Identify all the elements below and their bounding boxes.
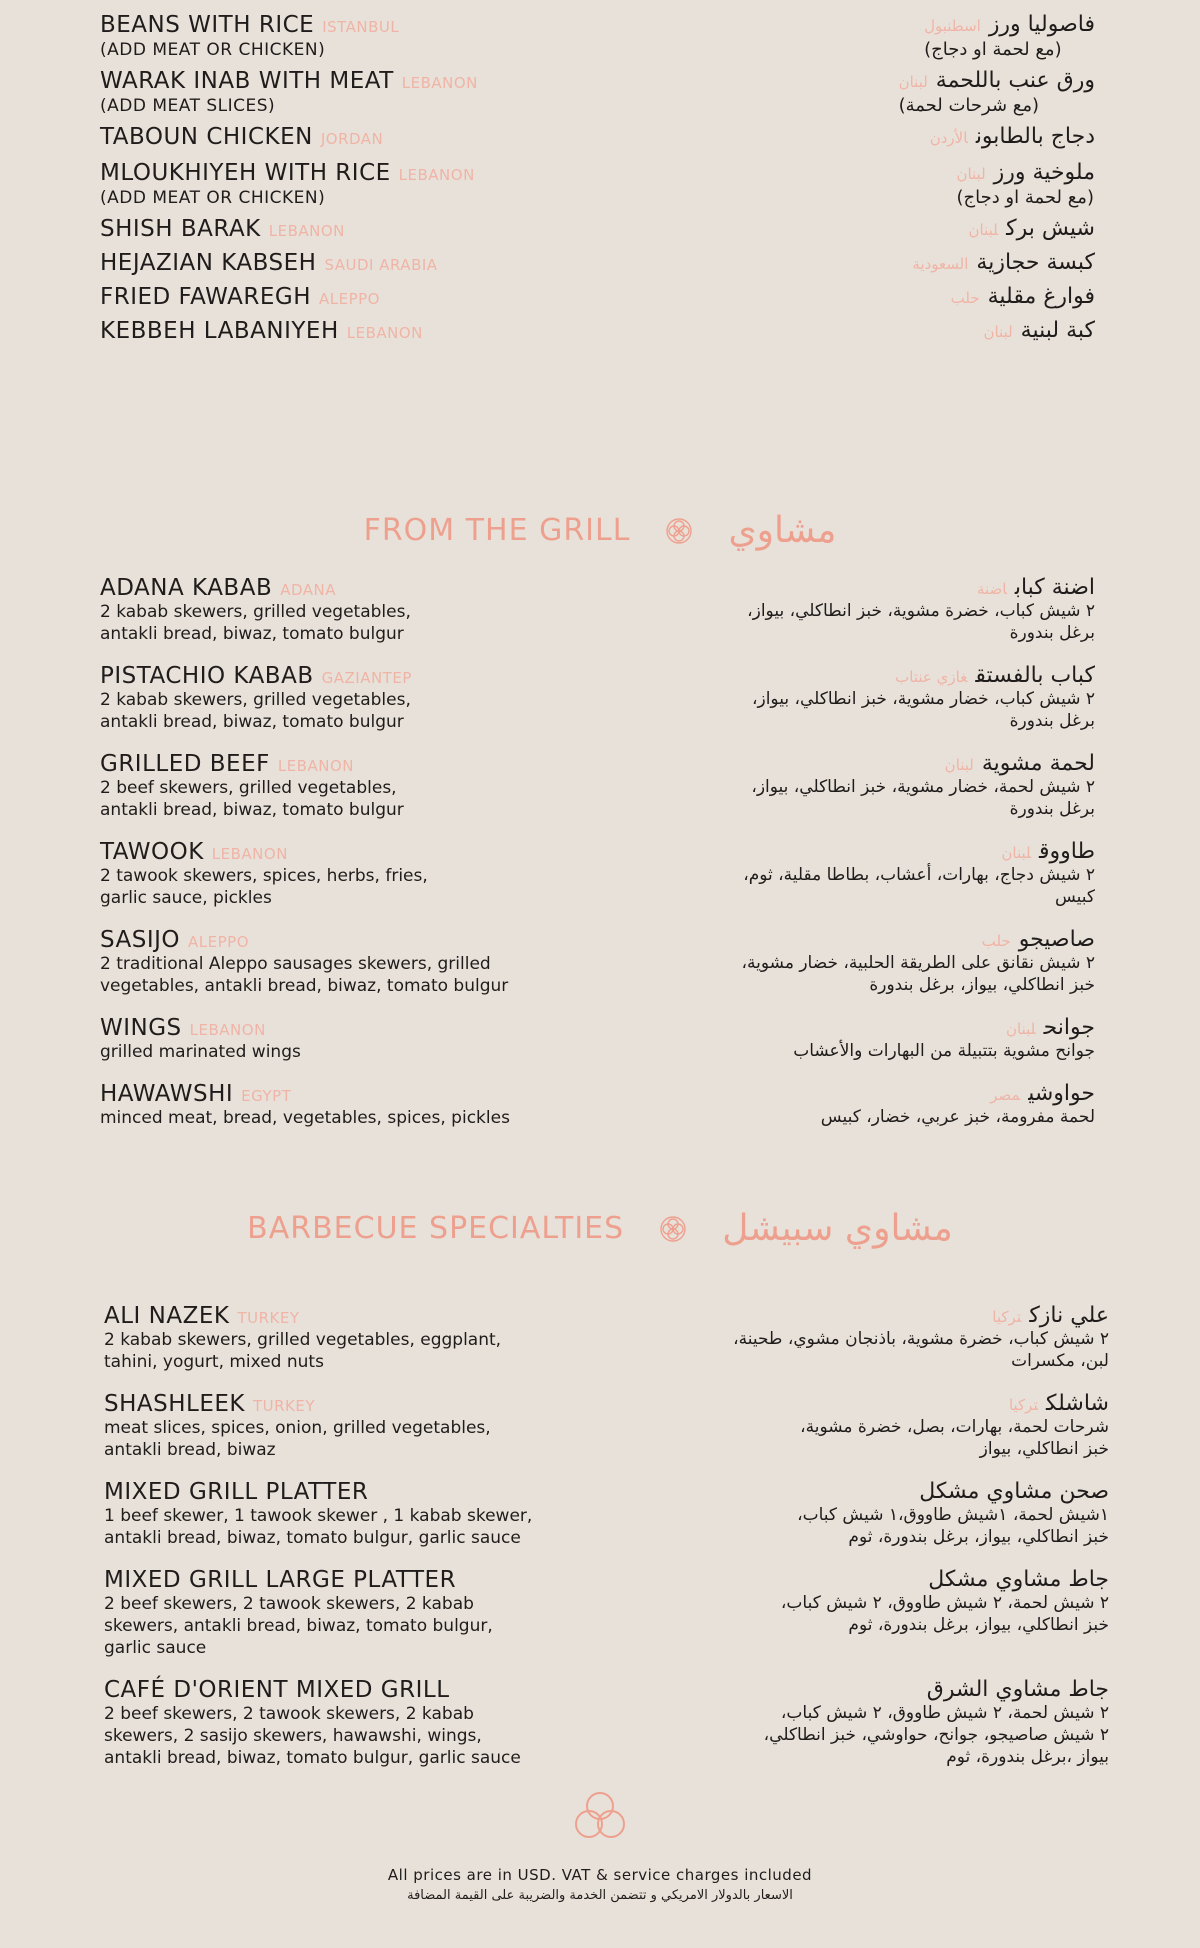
price-note-ar: الاسعار بالدولار الامريكي و تتضمن الخدمة والضريبة على القيمة المضافة	[407, 1888, 793, 1903]
item-en	[100, 751, 530, 821]
item-name: ADANA KABAB	[100, 575, 273, 601]
menu-item	[100, 318, 1095, 344]
item-name-ar: اضنة كباب	[1014, 575, 1095, 600]
item-description: garlic sauce	[104, 1638, 207, 1658]
item-description-ar: ٢ شيش نقانق على الطريقة الحلبية، خضار مشوية،	[741, 953, 1095, 973]
item-name-ar-line	[689, 1479, 1109, 1504]
item-name-ar-line	[912, 250, 1095, 275]
item-name-line	[100, 284, 380, 310]
item-name: CAFÉ D'ORIENT MIXED GRILL	[104, 1677, 450, 1703]
item-origin-ar: غازي عنتاب	[895, 668, 968, 686]
menu-item	[104, 1567, 1109, 1659]
item-name-line	[104, 1391, 534, 1417]
item-origin-ar: تركيا	[1008, 1396, 1038, 1414]
item-en	[104, 1303, 534, 1373]
item-name-ar: صحن مشاوي مشكل	[919, 1479, 1109, 1504]
item-ar	[899, 68, 1095, 116]
item-description-ar: جوانح مشوية بتتبيلة من البهارات والأعشاب	[793, 1041, 1095, 1061]
item-en	[100, 927, 530, 997]
item-ar	[956, 160, 1095, 208]
item-name-line	[100, 68, 478, 94]
item-origin: ADANA	[280, 581, 337, 599]
item-name-line	[104, 1567, 534, 1593]
item-name: SHASHLEEK	[104, 1391, 245, 1417]
item-description: 2 beef skewers, grilled vegetables,	[100, 778, 397, 798]
menu-item	[100, 751, 1095, 821]
item-name: HAWAWSHI	[100, 1081, 234, 1107]
item-description-ar: ٢ شيش كباب، خضرة مشوية، باذنجان مشوي، طحينة،	[733, 1329, 1109, 1349]
menu-item	[104, 1479, 1109, 1549]
menu-item	[100, 12, 1095, 60]
menu-item	[100, 1015, 1095, 1063]
item-name: GRILLED BEEF	[100, 751, 270, 777]
item-name: FRIED FAWAREGH	[100, 284, 311, 310]
item-description-ar: بيواز ،برغل بندورة، ثوم	[946, 1747, 1109, 1767]
item-name-ar-line	[689, 1303, 1109, 1328]
item-description: garlic sauce, pickles	[100, 888, 272, 908]
item-name-ar: شاشلك	[1045, 1391, 1109, 1416]
item-origin: SAUDI ARABIA	[324, 256, 438, 274]
item-origin-ar: لبنان	[983, 323, 1013, 341]
item-en	[104, 1391, 534, 1461]
item-en	[100, 250, 438, 276]
item-description: tahini, yogurt, mixed nuts	[104, 1352, 324, 1372]
item-en	[104, 1567, 534, 1659]
item-origin-ar: لبنان	[968, 221, 999, 239]
item-name: MIXED GRILL PLATTER	[104, 1479, 369, 1505]
item-description: antakli bread, biwaz, tomato bulgur, garlic sauce	[104, 1748, 521, 1768]
item-description: 2 kabab skewers, grilled vegetables,	[100, 690, 411, 710]
item-origin: ALEPPO	[319, 290, 380, 308]
bbq-title-en: BARBECUE SPECIALTIES	[247, 1211, 625, 1246]
item-origin-ar: الأردن	[929, 129, 968, 147]
bbq-title-ar: مشاوي سبيشل	[722, 1208, 953, 1249]
flower-logo-icon	[570, 1787, 630, 1847]
item-description-ar: ٢ شيش لحمة، ٢ شيش طاووق، ٢ شيش كباب،	[780, 1593, 1109, 1613]
menu-item	[100, 250, 1095, 276]
item-en	[100, 318, 423, 344]
item-ar	[983, 318, 1095, 343]
item-description: 2 beef skewers, 2 tawook skewers, 2 kabab	[104, 1594, 474, 1614]
item-description-ar: برغل بندورة	[1009, 711, 1095, 731]
item-name: WARAK INAB WITH MEAT	[100, 68, 394, 94]
item-name-ar: لحمة مشوية	[981, 751, 1095, 776]
item-name-ar-line	[675, 575, 1095, 600]
item-description: 1 beef skewer, 1 tawook skewer , 1 kabab skewer,	[104, 1506, 533, 1526]
item-description: 2 beef skewers, 2 tawook skewers, 2 kabab	[104, 1704, 474, 1724]
item-name-line	[100, 575, 530, 601]
item-description-ar: خبز انطاكلي، بيواز	[979, 1439, 1109, 1459]
item-description-ar: ٢ شيش لحمة، خضار مشوية، خبز انطاكلي، بيواز،	[751, 777, 1095, 797]
item-ar	[969, 216, 1095, 241]
menu-item	[100, 927, 1095, 997]
item-description: 2 kabab skewers, grilled vegetables,	[100, 602, 411, 622]
item-name-line	[100, 318, 423, 344]
item-origin-ar: لبنان	[956, 165, 986, 183]
item-description-ar: لبن، مكسرات	[1011, 1351, 1109, 1371]
price-note-en: All prices are in USD. VAT & service charges included	[387, 1866, 813, 1884]
item-ar	[951, 284, 1095, 309]
menu-item	[104, 1677, 1109, 1769]
item-name-line	[100, 663, 530, 689]
item-ar	[924, 12, 1095, 60]
item-name-line	[104, 1479, 534, 1505]
item-description: grilled marinated wings	[100, 1042, 301, 1062]
item-origin: ISTANBUL	[322, 18, 400, 36]
item-description: antakli bread, biwaz, tomato bulgur	[100, 624, 404, 644]
item-name-ar: ملوخية ورز	[993, 160, 1095, 185]
item-description: skewers, antakli bread, biwaz, tomato bulgur,	[104, 1616, 493, 1636]
item-description-ar: برغل بندورة	[1009, 799, 1095, 819]
item-description: 2 kabab skewers, grilled vegetables, eggplant,	[104, 1330, 502, 1350]
item-name-line	[100, 12, 399, 38]
item-description-ar: ٢ شيش كباب، خضرة مشوية، خبز انطاكلي، بيواز،	[747, 601, 1095, 621]
menu-item	[100, 124, 1095, 150]
item-en	[100, 575, 530, 645]
item-description: minced meat, bread, vegetables, spices, pickles	[100, 1108, 510, 1128]
item-en	[100, 663, 530, 733]
item-origin: LEBANON	[401, 74, 478, 92]
item-name: TABOUN CHICKEN	[100, 124, 313, 150]
item-description-ar: ١شيش لحمة، ١شيش طاووق،١ شيش كباب،	[797, 1505, 1109, 1525]
item-name: ALI NAZEK	[104, 1303, 230, 1329]
item-name: MIXED GRILL LARGE PLATTER	[104, 1567, 457, 1593]
item-name-ar: فوارغ مقلية	[987, 284, 1095, 309]
item-name-ar-line	[969, 216, 1095, 241]
menu-item	[104, 1303, 1109, 1373]
item-en	[100, 1081, 530, 1129]
grill-title-ar: مشاوي	[728, 510, 837, 551]
item-name-line	[100, 1015, 530, 1041]
item-en	[100, 12, 399, 60]
grill-title-en: FROM THE GRILL	[363, 513, 631, 548]
item-name-ar: جاط مشاوي مشكل	[928, 1567, 1109, 1592]
item-name-ar-line	[675, 663, 1095, 688]
item-ar	[689, 1677, 1109, 1768]
item-ar	[689, 1567, 1109, 1636]
item-origin-ar: اسطنبول	[924, 17, 981, 35]
item-name-ar: كباب بالفستق	[975, 663, 1095, 688]
item-origin-ar: لبنان	[1005, 1020, 1036, 1038]
item-en	[100, 284, 380, 310]
menu-item	[100, 663, 1095, 733]
flower-icon	[664, 516, 694, 546]
top-menu-list	[100, 12, 1095, 352]
item-name-ar-line	[689, 1567, 1109, 1592]
item-ar	[675, 1081, 1095, 1128]
item-description: antakli bread, biwaz, tomato bulgur	[100, 712, 404, 732]
item-description: vegetables, antakli bread, biwaz, tomato bulgur	[100, 976, 509, 996]
item-name: HEJAZIAN KABSEH	[100, 250, 317, 276]
item-note-ar: (مع لحمة او دجاج)	[924, 39, 1062, 60]
item-origin: LEBANON	[346, 324, 423, 342]
price-note	[0, 1866, 1200, 1903]
item-name-ar-line	[956, 160, 1095, 185]
menu-item	[100, 68, 1095, 116]
menu-item	[100, 160, 1095, 208]
item-name-ar-line	[983, 318, 1095, 343]
menu-item	[100, 1081, 1095, 1129]
item-name-ar: حواوشي	[1028, 1081, 1095, 1106]
item-ar	[675, 927, 1095, 996]
bbq-menu-list	[104, 1303, 1109, 1769]
item-description-ar: كبيس	[1054, 887, 1095, 907]
item-name-ar: جاط مشاوي الشرق	[926, 1677, 1109, 1702]
item-name-ar: كبة لبنية	[1020, 318, 1095, 343]
item-description-ar: خبز انطاكلي، بيواز، برغل بندورة	[869, 975, 1095, 995]
item-en	[100, 1015, 530, 1063]
item-origin: ALEPPO	[188, 933, 250, 951]
item-name: BEANS WITH RICE	[100, 12, 315, 38]
item-origin: LEBANON	[398, 166, 475, 184]
item-en	[100, 160, 475, 208]
item-description-ar: ٢ شيش صاصيجو، جوانح، حواوشي، خبز انطاكلي،	[763, 1725, 1109, 1745]
item-name-ar: ورق عنب باللحمة	[935, 68, 1095, 93]
item-description-ar: برغل بندورة	[1009, 623, 1095, 643]
item-name-line	[100, 124, 383, 150]
item-description: skewers, 2 sasijo skewers, hawawshi, wings,	[104, 1726, 482, 1746]
item-origin-ar: اضنة	[976, 580, 1007, 598]
item-name-line	[104, 1677, 534, 1703]
item-name-ar-line	[924, 12, 1095, 37]
item-name-ar-line	[689, 1391, 1109, 1416]
item-name-line	[100, 160, 475, 186]
item-name-ar-line	[675, 839, 1095, 864]
item-name: SASIJO	[100, 927, 181, 953]
item-en	[100, 124, 383, 150]
item-ar	[675, 575, 1095, 644]
item-name-ar-line	[675, 751, 1095, 776]
item-name-ar-line	[689, 1677, 1109, 1702]
item-origin-ar: مصر	[990, 1086, 1021, 1104]
item-ar	[675, 751, 1095, 820]
bbq-section-header	[0, 1208, 1200, 1249]
flower-icon	[658, 1214, 688, 1244]
menu-item	[100, 839, 1095, 909]
item-description: antakli bread, biwaz, tomato bulgur	[100, 800, 404, 820]
item-description-ar: ٢ شيش لحمة، ٢ شيش طاووق، ٢ شيش كباب،	[780, 1703, 1109, 1723]
item-note: (ADD MEAT OR CHICKEN)	[100, 40, 326, 60]
item-name: SHISH BARAK	[100, 216, 261, 242]
item-description: 2 traditional Aleppo sausages skewers, grilled	[100, 954, 491, 974]
item-name-ar-line	[951, 284, 1095, 309]
item-origin: GAZIANTEP	[321, 669, 412, 687]
item-name-ar: كبسة حجازية	[976, 250, 1095, 275]
menu-item	[100, 575, 1095, 645]
item-en	[104, 1479, 534, 1549]
item-name: PISTACHIO KABAB	[100, 663, 314, 689]
item-name-ar: شيش برك	[1006, 216, 1095, 241]
item-description: 2 tawook skewers, spices, herbs, fries,	[100, 866, 428, 886]
item-name: MLOUKHIYEH WITH RICE	[100, 160, 391, 186]
item-name: TAWOOK	[100, 839, 204, 865]
item-name-ar: دجاج بالطابون	[975, 124, 1095, 149]
item-origin-ar: لبنان	[898, 73, 928, 91]
item-origin-ar: لبنان	[1001, 844, 1032, 862]
item-name: KEBBEH LABANIYEH	[100, 318, 339, 344]
item-description: antakli bread, biwaz	[104, 1440, 276, 1460]
item-note: (ADD MEAT SLICES)	[100, 96, 276, 116]
item-name-line	[100, 250, 438, 276]
item-name-line	[100, 751, 530, 777]
item-en	[100, 216, 345, 242]
item-name-ar: فاصوليا ورز	[988, 12, 1095, 37]
item-origin-ar: حلب	[950, 289, 980, 307]
item-origin-ar: حلب	[981, 932, 1011, 950]
menu-item	[100, 216, 1095, 242]
item-note-ar: (مع لحمة او دجاج)	[956, 187, 1094, 208]
item-name-ar: صاصيجو	[1018, 927, 1095, 952]
item-name-line	[100, 927, 530, 953]
item-name-ar-line	[675, 1015, 1095, 1040]
item-origin: LEBANON	[211, 845, 288, 863]
grill-section-header	[0, 510, 1200, 551]
item-name-ar-line	[930, 124, 1095, 149]
item-en	[100, 68, 478, 116]
item-origin: TURKEY	[237, 1309, 300, 1327]
item-description: antakli bread, biwaz, tomato bulgur, garlic sauce	[104, 1528, 521, 1548]
item-description-ar: ٢ شيش دجاج، بهارات، أعشاب، بطاطا مقلية، ثوم،	[743, 865, 1095, 885]
item-name-ar: علي نازك	[1029, 1303, 1109, 1328]
item-description-ar: ٢ شيش كباب، خضار مشوية، خبز انطاكلي، بيواز،	[752, 689, 1095, 709]
item-name-ar: طاووق	[1039, 839, 1095, 864]
item-ar	[689, 1391, 1109, 1460]
item-description-ar: خبز انطاكلي، بيواز، برغل بندورة، ثوم	[848, 1527, 1109, 1547]
item-origin: EGYPT	[241, 1087, 292, 1105]
item-name-line	[100, 1081, 530, 1107]
item-name-line	[100, 216, 345, 242]
item-ar	[930, 124, 1095, 149]
item-description-ar: شرحات لحمة، بهارات، بصل، خضرة مشوية،	[800, 1417, 1109, 1437]
item-en	[100, 839, 530, 909]
item-name: WINGS	[100, 1015, 182, 1041]
item-name-line	[104, 1303, 534, 1329]
item-description: meat slices, spices, onion, grilled vegetables,	[104, 1418, 491, 1438]
item-name-line	[100, 839, 530, 865]
item-name-ar-line	[899, 68, 1095, 93]
grill-menu-list	[100, 575, 1095, 1129]
item-note-ar: (مع شرحات لحمة)	[898, 95, 1040, 116]
item-origin-ar: السعودية	[912, 255, 969, 273]
item-name-ar: جوانح	[1043, 1015, 1095, 1040]
item-origin: LEBANON	[189, 1021, 266, 1039]
menu-item	[104, 1391, 1109, 1461]
item-ar	[675, 663, 1095, 732]
item-origin: TURKEY	[252, 1397, 316, 1415]
item-name-ar-line	[675, 1081, 1095, 1106]
item-origin: LEBANON	[277, 757, 354, 775]
item-origin: LEBANON	[268, 222, 345, 240]
item-ar	[912, 250, 1095, 275]
item-origin-ar: لبنان	[944, 756, 974, 774]
item-ar	[675, 839, 1095, 908]
item-ar	[689, 1479, 1109, 1548]
item-origin-ar: تركيا	[992, 1308, 1022, 1326]
item-description-ar: خبز انطاكلي، بيواز، برغل بندورة، ثوم	[848, 1615, 1109, 1635]
item-en	[104, 1677, 534, 1769]
menu-item	[100, 284, 1095, 310]
item-ar	[689, 1303, 1109, 1372]
item-description-ar: لحمة مفرومة، خبز عربي، خضار، كبيس	[820, 1107, 1095, 1127]
item-origin: JORDAN	[320, 130, 384, 148]
item-note: (ADD MEAT OR CHICKEN)	[100, 188, 326, 208]
item-name-ar-line	[675, 927, 1095, 952]
item-ar	[675, 1015, 1095, 1062]
